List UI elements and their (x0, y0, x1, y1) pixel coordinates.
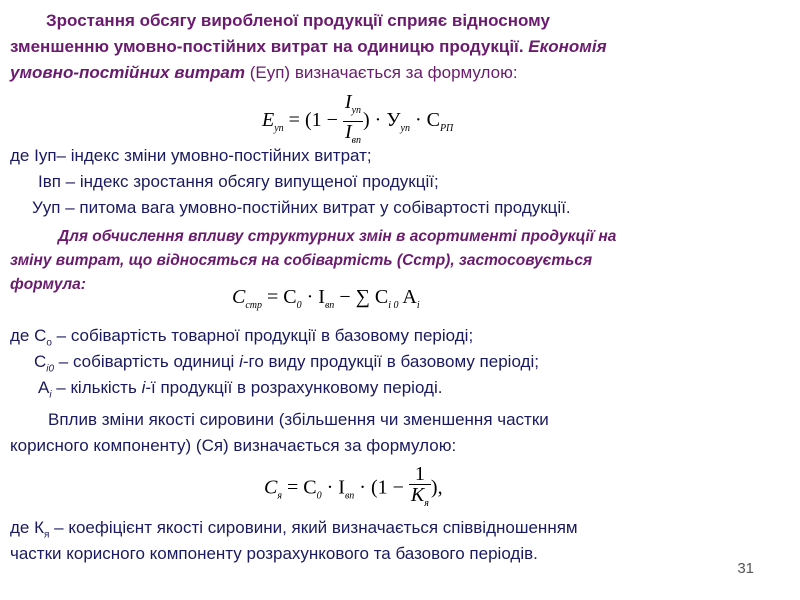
f1-num: I (344, 91, 352, 113)
f2-end: A (398, 286, 417, 308)
f1-dot: · С (409, 109, 440, 132)
page-number: 31 (737, 560, 754, 577)
f3-mid-sub: вп (344, 490, 355, 502)
def-c0-pre: де С (10, 326, 47, 345)
f3-den: K (410, 484, 425, 506)
def-ivp: Івп – індекс зростання обсягу випущеної продукції; (38, 172, 439, 191)
def-kya-text: – коефіцієнт якості сировини, який визначається співвідношенням (49, 518, 578, 537)
f3-eq: = C (282, 476, 317, 499)
f1-eq: = (1 − (283, 109, 343, 132)
f1-mid: ) · У (363, 109, 401, 132)
def-ai-pre: А (38, 378, 50, 397)
intro-line-3 (10, 60, 518, 86)
def-ai-text-a: – кількість (51, 378, 142, 397)
intro-line-2-emphasis: Економія (528, 37, 607, 56)
f1-lhs: E (262, 109, 275, 132)
def-ai-text-b: -ї продукції в розрахунковому періоді. (145, 378, 443, 397)
formula-quality (264, 464, 443, 514)
def-uup: Ууп – питома вага умовно-постійних витрат у собівартості продукції. (32, 198, 571, 217)
f3-num: 1 (409, 464, 431, 485)
f3-lhs: C (264, 476, 278, 499)
f3-open: · (1 − (354, 476, 409, 499)
f2-mid: · I (301, 286, 325, 308)
f2-eq-sub: 0 (296, 300, 302, 311)
f3-lhs-sub: я (277, 490, 282, 502)
def-ci0-text-a: – собівартість одиниці (54, 352, 240, 371)
f1-end-sub: РП (439, 123, 454, 135)
f2-sum: − ∑ C (334, 286, 389, 308)
def-kya-cont: частки корисного компоненту розрахункового та базового періодів. (10, 544, 538, 563)
f3-close: ), (430, 476, 443, 499)
f3-den-sub: я (424, 498, 429, 509)
f2-lhs: C (232, 286, 246, 308)
def-ci0-text-b: -го виду продукції в базовому періоді; (242, 352, 539, 371)
structure-line-1: Для обчислення впливу структурних змін в асортименті продукції на (58, 228, 617, 245)
intro-line-1: Зростання обсягу виробленої продукції сприяє відносному (46, 11, 550, 30)
def-ai (38, 375, 442, 408)
intro-line-2-text: зменшенню умовно-постійних витрат на одиницю продукції. (10, 37, 524, 56)
structure-line-3: формула: (10, 276, 86, 293)
f2-lhs-sub: стр (245, 300, 263, 311)
intro-line-2 (10, 34, 607, 60)
f1-num-sub: уп (351, 105, 362, 116)
f2-eq: = C (262, 286, 297, 308)
f3-eq-sub: 0 (316, 490, 322, 502)
f1-den-sub: вп (351, 135, 361, 146)
def-ci0-sub: і0 (46, 363, 55, 375)
def-kya-sub: я (44, 529, 50, 541)
intro-line-3-emphasis: умовно-постійних витрат (10, 63, 245, 82)
structure-line-2: зміну витрат, що відносяться на собівартість (Сстр), застосовується (10, 252, 593, 269)
intro-line-3-text: (Еуп) визначається за формулою: (245, 63, 518, 82)
def-c0-sub: о (46, 337, 52, 349)
quality-line-2: корисного компоненту) (Ся) визначається за формулою: (10, 436, 457, 455)
f3-mid: · I (321, 476, 345, 499)
def-ci0-pre: С (34, 352, 47, 371)
def-iup: де Іуп– індекс зміни умовно-постійних витрат; (10, 146, 372, 165)
formula-structure (232, 286, 420, 311)
f3-fraction (409, 464, 431, 514)
def-ci0-index: і (239, 352, 243, 371)
def-kya-pre: де К (10, 518, 44, 537)
def-c0-text: – собівартість товарної продукції в базовому періоді; (51, 326, 474, 345)
f1-lhs-sub: уп (274, 123, 284, 135)
f1-mid-sub: уп (400, 123, 410, 135)
f2-end-sub: i (416, 300, 420, 311)
def-ai-index: і (141, 378, 146, 397)
def-ai-sub: і (49, 389, 52, 401)
f2-sum-sub: i 0 (388, 300, 399, 311)
f1-den: I (344, 121, 352, 143)
f2-mid-sub: вп (324, 300, 335, 311)
quality-line-1: Вплив зміни якості сировини (збільшення чи зменшення частки (48, 410, 549, 429)
